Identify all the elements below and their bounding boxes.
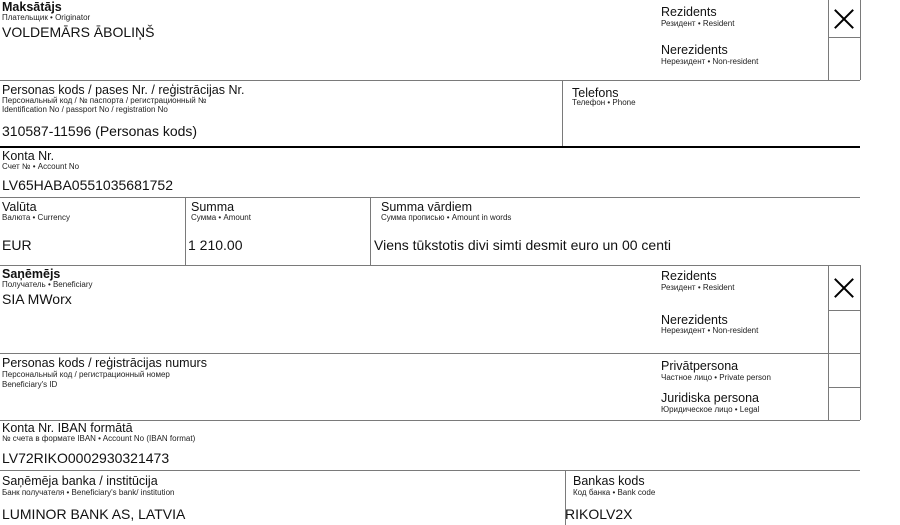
originator-nonresident-checkbox[interactable] bbox=[828, 38, 860, 80]
amount-words-value: Viens tūkstotis divi simti desmit euro un 00 centi bbox=[374, 237, 671, 253]
bank-code-value: RIKOLV2X bbox=[565, 506, 633, 522]
beneficiary-title: Saņēmējs bbox=[2, 267, 61, 281]
originator-resident-label: Rezidents bbox=[661, 5, 717, 19]
legal-person-sub: Юридическое лицо • Legal bbox=[661, 405, 760, 414]
private-person-checkbox[interactable] bbox=[828, 354, 860, 387]
bank-code-label: Bankas kods bbox=[573, 474, 645, 488]
bank-value: LUMINOR BANK AS, LATVIA bbox=[2, 506, 186, 522]
amount-words-sub: Сумма прописью • Amount in words bbox=[381, 213, 512, 222]
private-person-label: Privātpersona bbox=[661, 359, 739, 373]
originator-subtitle: Плательщик • Originator bbox=[2, 13, 91, 22]
cross-mark-icon bbox=[834, 9, 854, 29]
beneficiary-resident-label: Rezidents bbox=[661, 269, 717, 283]
beneficiary-subtitle: Получатель • Beneficiary bbox=[2, 280, 93, 289]
legal-person-checkbox[interactable] bbox=[828, 388, 860, 420]
originator-nonresident-label: Nerezidents bbox=[661, 43, 728, 57]
amount-sub: Сумма • Amount bbox=[191, 213, 251, 222]
private-person-sub: Частное лицо • Private person bbox=[661, 373, 771, 382]
currency-sub: Валюта • Currency bbox=[2, 213, 70, 222]
iban-value: LV72RIKO0002930321473 bbox=[2, 450, 170, 466]
originator-resident-checkbox[interactable] bbox=[828, 0, 860, 37]
bank-label: Saņēmēja banka / institūcija bbox=[2, 474, 158, 488]
phone-sub: Телефон • Phone bbox=[572, 98, 636, 107]
originator-resident-sub: Резидент • Resident bbox=[661, 19, 735, 28]
beneficiary-resident-sub: Резидент • Resident bbox=[661, 283, 735, 292]
amount-label: Summa bbox=[191, 200, 235, 214]
bank-sub: Банк получателя • Beneficiary's bank/ institution bbox=[2, 488, 175, 497]
beneficiary-nonresident-label: Nerezidents bbox=[661, 313, 728, 327]
currency-label: Valūta bbox=[2, 200, 37, 214]
originator-nonresident-sub: Нерезидент • Non-resident bbox=[661, 57, 759, 66]
beneficiary-name: SIA MWorx bbox=[2, 291, 72, 307]
beneficiary-resident-checkbox[interactable] bbox=[828, 265, 860, 310]
iban-label: Konta Nr. IBAN formātā bbox=[2, 421, 133, 435]
phone-label: Telefons bbox=[572, 86, 619, 100]
beneficiary-nonresident-checkbox[interactable] bbox=[828, 311, 860, 353]
account-sub: Счет № • Account No bbox=[2, 162, 80, 171]
beneficiary-id-label: Personas kods / reģistrācijas numurs bbox=[2, 356, 207, 370]
currency-value: EUR bbox=[2, 237, 32, 253]
originator-id-label: Personas kods / pases Nr. / reģistrācijas Nr. bbox=[2, 83, 245, 97]
originator-name: VOLDEMĀRS ĀBOLIŅŠ bbox=[2, 24, 155, 40]
beneficiary-id-sub2: Beneficiary's ID bbox=[2, 380, 58, 389]
bank-code-sub: Код банка • Bank code bbox=[573, 488, 656, 497]
cross-mark-icon bbox=[834, 278, 854, 298]
originator-id-sub1: Персональный код / № паспорта / регистрационный № bbox=[2, 96, 207, 105]
iban-sub: № счета в формате IBAN • Account No (IBAN format) bbox=[2, 434, 196, 443]
originator-id-value: 310587-11596 (Personas kods) bbox=[2, 123, 198, 139]
legal-person-label: Juridiska persona bbox=[661, 391, 759, 405]
beneficiary-id-sub1: Персональный код / регистрационный номер bbox=[2, 370, 170, 379]
amount-value: 1 210.00 bbox=[188, 237, 243, 253]
originator-title: Maksātājs bbox=[2, 0, 62, 14]
originator-id-sub2: Identification No / passport No / registration No bbox=[2, 105, 168, 114]
amount-words-label: Summa vārdiem bbox=[381, 200, 472, 214]
account-value: LV65HABA0551035681752 bbox=[2, 177, 174, 193]
account-label: Konta Nr. bbox=[2, 149, 55, 163]
beneficiary-nonresident-sub: Нерезидент • Non-resident bbox=[661, 326, 759, 335]
